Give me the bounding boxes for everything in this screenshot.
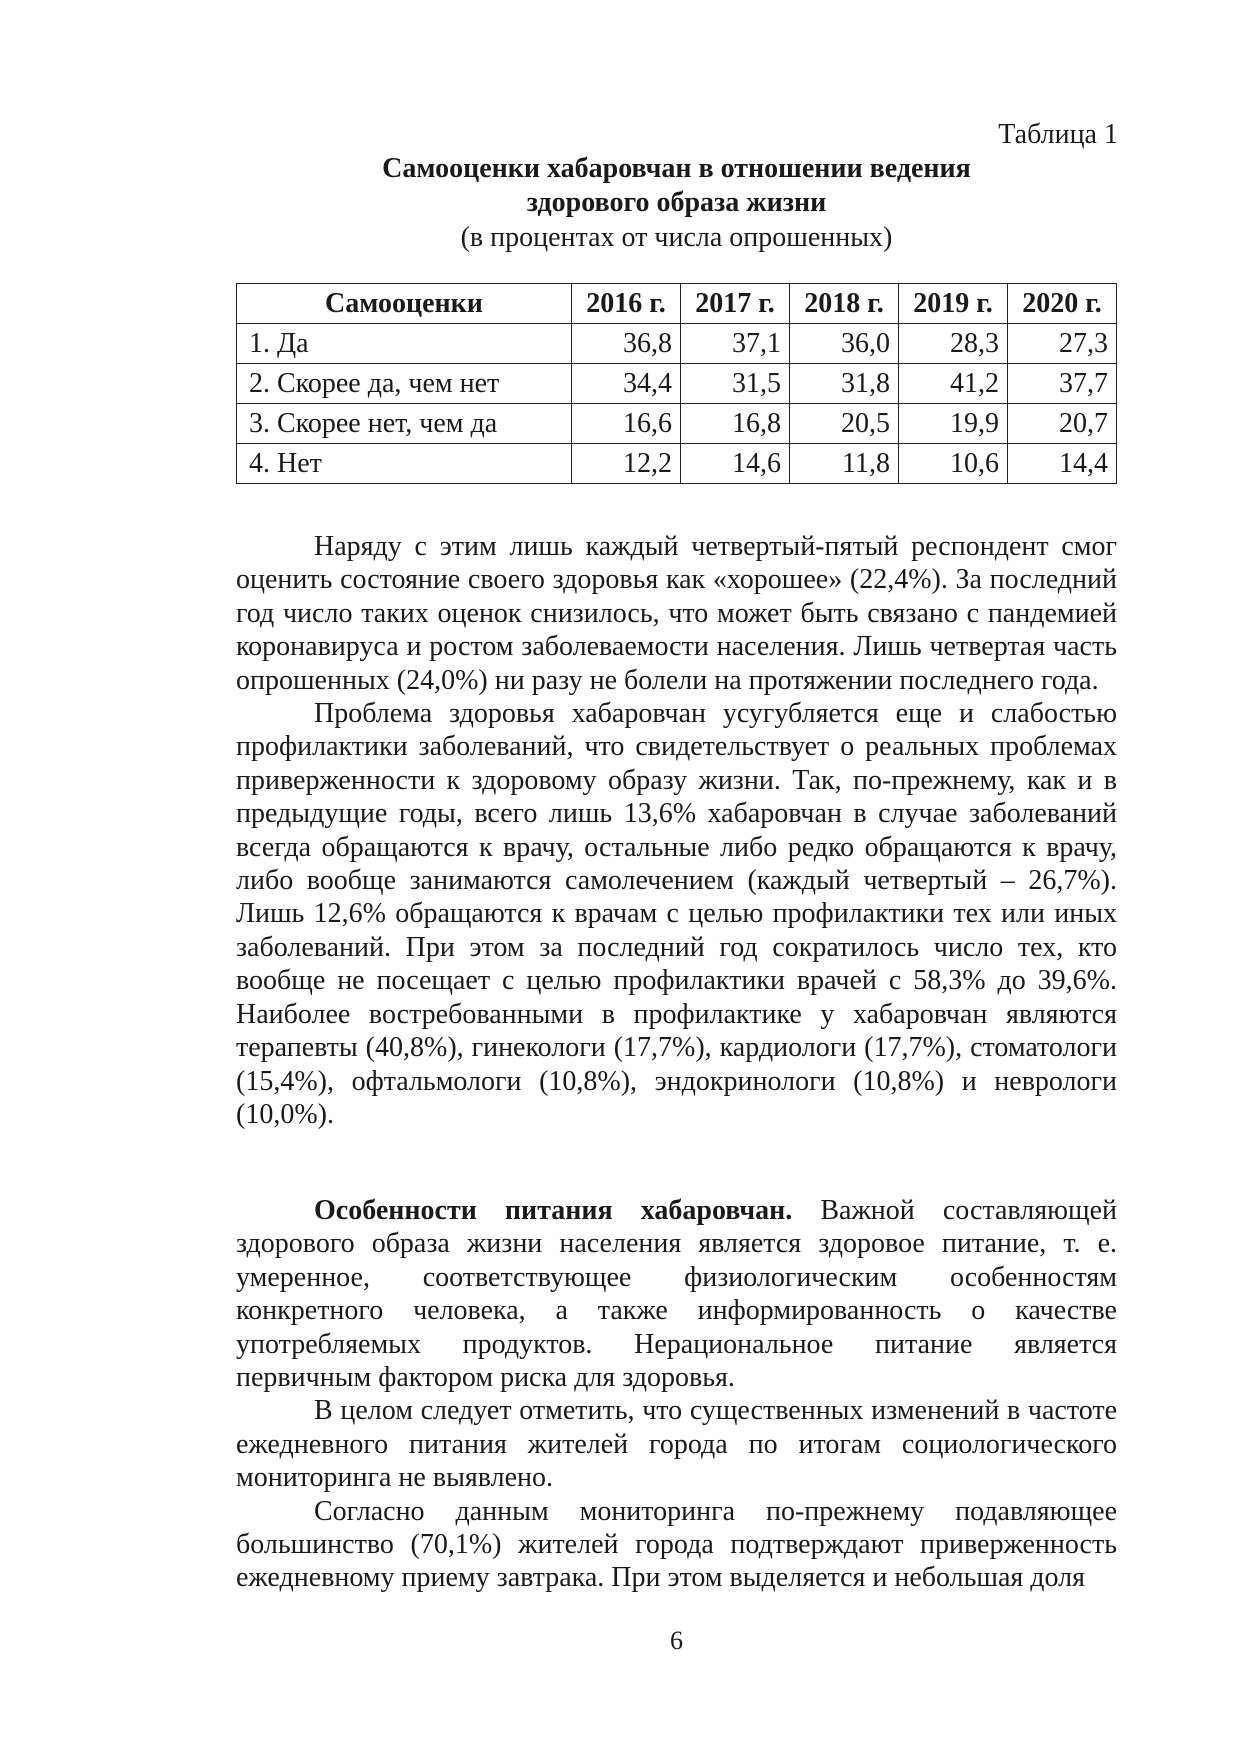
- value-cell: 36,0: [790, 324, 899, 364]
- value-cell: 20,5: [790, 404, 899, 444]
- paragraph-meal-frequency: В целом следует отметить, что существенных изменений в частоте ежедневного питания жителей города по итогам социологического мониторинга не выявлено.: [236, 1395, 1117, 1494]
- value-cell: 16,8: [681, 404, 790, 444]
- value-cell: 27,3: [1008, 324, 1117, 364]
- table-title-line-1: Самооценки хабаровчан в отношении ведения: [382, 153, 971, 184]
- value-cell: 41,2: [899, 364, 1008, 404]
- header-cell: 2017 г.: [681, 284, 790, 324]
- table-label: Таблица 1: [998, 119, 1118, 150]
- value-cell: 16,6: [572, 404, 681, 444]
- row-label: 4. Нет: [237, 444, 572, 484]
- paragraph-breakfast: Согласно данным мониторинга по-прежнему подавляющее большинство (70,1%) жителей города подтверждают приверженность ежедневному приему завтрака. При этом выделяется и небольшая доля: [236, 1495, 1117, 1594]
- value-cell: 31,8: [790, 364, 899, 404]
- section-heading-nutrition: Особенности питания хабаровчан.: [314, 1195, 793, 1226]
- value-cell: 14,4: [1008, 444, 1117, 484]
- paragraph-nutrition-intro: [236, 1194, 1117, 1394]
- value-cell: 14,6: [681, 444, 790, 484]
- value-cell: 31,5: [681, 364, 790, 404]
- header-cell: 2019 г.: [899, 284, 1008, 324]
- value-cell: 20,7: [1008, 404, 1117, 444]
- value-cell: 37,1: [681, 324, 790, 364]
- value-cell: 12,2: [572, 444, 681, 484]
- body-section-nutrition: [236, 1194, 1117, 1595]
- table-row: [237, 364, 1117, 404]
- row-label: 1. Да: [237, 324, 572, 364]
- table-title-line-2: здорового образа жизни: [526, 187, 827, 218]
- value-cell: 19,9: [899, 404, 1008, 444]
- header-cell: 2016 г.: [572, 284, 681, 324]
- paragraph-health-rating: Наряду с этим лишь каждый четвертый-пятый респондент смог оценить состояние своего здоровья как «хорошее» (22,4%). За последний год число таких оценок снизилось, что может быть связано с пандемией коронавируса и ростом заболеваемости населения. Лишь четвертая часть опрошенных (24,0%) ни разу не болели на протяжении последнего года.: [236, 531, 1117, 696]
- header-cell: Самооценки: [237, 284, 572, 324]
- paragraph-prevention: Проблема здоровья хабаровчан усугубляется еще и слабостью профилактики заболеваний, что свидетельствует о реальных проблемах приверженности к здоровому образу жизни. Так, по-прежнему, как и в предыдущие годы, всего лишь 13,6% хабаровчан в случае заболеваний всегда обращаются к врачу, остальные либо редко обращаются к врачу, либо вообще занимаются самолечением (каждый четвертый – 26,7%). Лишь 12,6% обращаются к врачам с целью профилактики тех или иных заболеваний. При этом за последний год сократилось число тех, кто вообще не посещает с целью профилактики врачей с 58,3% до 39,6%. Наиболее востребованными в профилактике у хабаровчан являются терапевты (40,8%), гинекологи (17,7%), кардиологи (17,7%), стоматологи (15,4%), офтальмологи (10,8%), эндокринологи (10,8%) и неврологи (10,0%).: [236, 698, 1117, 1130]
- table-row: [237, 324, 1117, 364]
- table-header-row: [237, 284, 1117, 324]
- paragraph-nutrition-text: Важной составляющей здорового образа жизни населения является здоровое питание, т. е. умеренное, соответствующее физиологическим особенностям конкретного человека, а также информированность о качестве употребляемых продуктов. Нерациональное питание является первичным фактором риска для здоровья.: [236, 1195, 1117, 1394]
- table-row: [237, 404, 1117, 444]
- value-cell: 10,6: [899, 444, 1008, 484]
- self-assessment-table: [236, 283, 1117, 484]
- table-title: [0, 152, 1241, 220]
- table-row: [237, 444, 1117, 484]
- page-number: 6: [670, 1626, 683, 1655]
- header-cell: 2018 г.: [790, 284, 899, 324]
- row-label: 3. Скорее нет, чем да: [237, 404, 572, 444]
- value-cell: 36,8: [572, 324, 681, 364]
- value-cell: 34,4: [572, 364, 681, 404]
- value-cell: 28,3: [899, 324, 1008, 364]
- header-cell: 2020 г.: [1008, 284, 1117, 324]
- table-subtitle: (в процентах от числа опрошенных): [460, 222, 893, 253]
- row-label: 2. Скорее да, чем нет: [237, 364, 572, 404]
- value-cell: 11,8: [790, 444, 899, 484]
- value-cell: 37,7: [1008, 364, 1117, 404]
- body-section-health: [236, 530, 1117, 1131]
